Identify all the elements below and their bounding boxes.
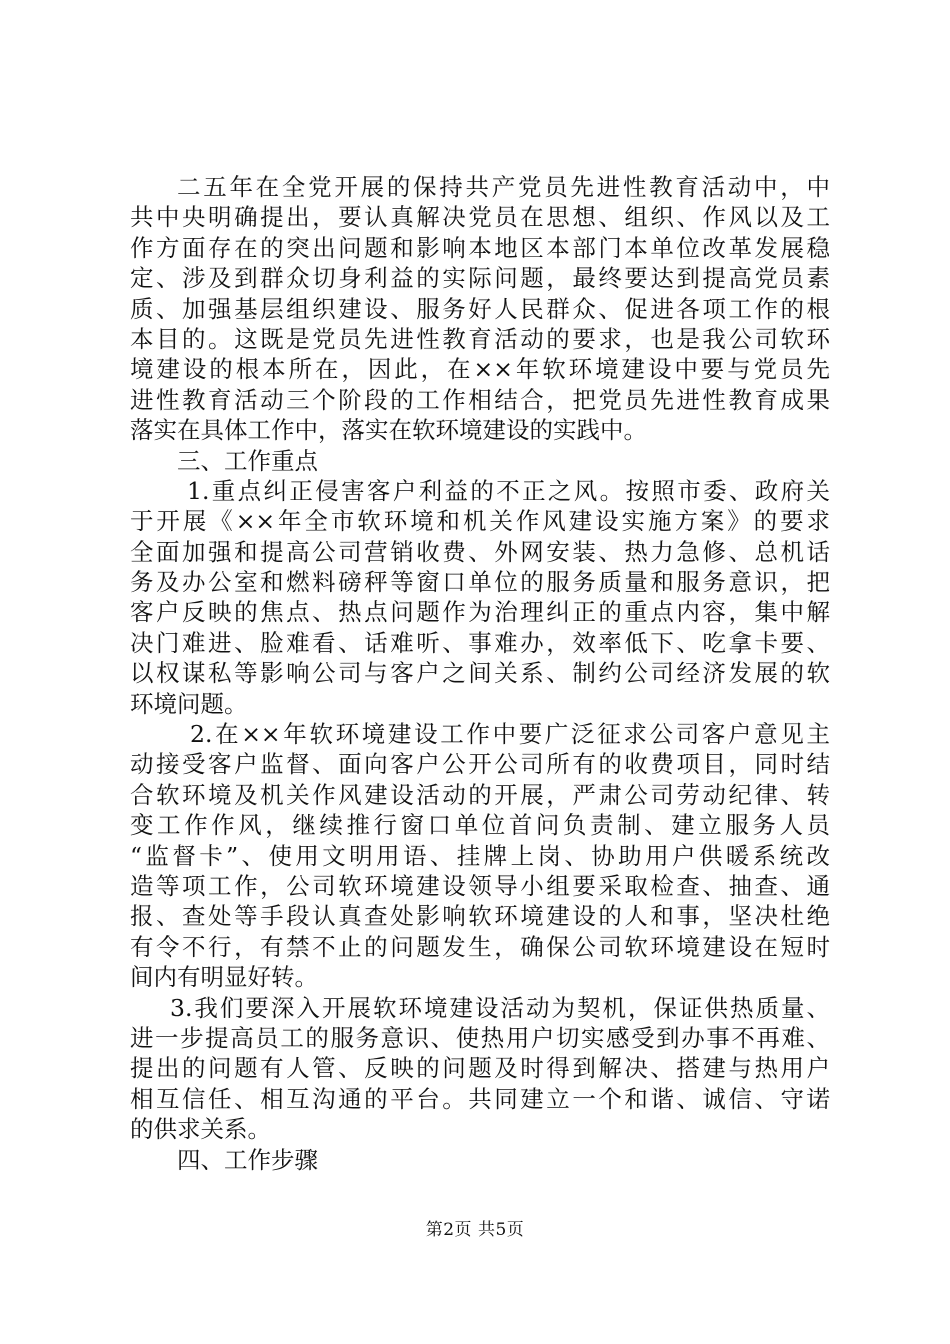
paragraph-line: 进一步提高员工的服务意识、使热用户切实感受到办事不再难、 xyxy=(130,1023,830,1052)
paragraph-line: 以权谋私等影响公司与客户之间关系、制约公司经济发展的软 xyxy=(130,659,830,688)
paragraph-line: 本目的。这既是党员先进性教育活动的要求，也是我公司软环 xyxy=(130,324,830,353)
section-heading: 四、工作步骤 xyxy=(177,1145,318,1174)
paragraph-line: 有令不行，有禁不止的问题发生，确保公司软环境建设在短时 xyxy=(130,932,830,961)
paragraph-line: 1.重点纠正侵害客户利益的不正之风。按照市委、政府关 xyxy=(187,476,830,505)
paragraph-line: 定、涉及到群众切身利益的实际问题，最终要达到提高党员素 xyxy=(130,264,830,293)
paragraph-line: 二五年在全党开展的保持共产党员先进性教育活动中，中 xyxy=(177,173,830,201)
paragraph-line: 全面加强和提高公司营销收费、外网安装、热力急修、总机话 xyxy=(130,537,830,566)
document-body xyxy=(130,172,830,1175)
paragraph-line: 动接受客户监督、面向客户公开公司所有的收费项目，同时结 xyxy=(130,750,830,779)
paragraph-line: “监督卡”、使用文明用语、挂牌上岗、协助用户供暖系统改 xyxy=(130,841,830,870)
paragraph-line: 变工作作风，继续推行窗口单位首问负责制、建立服务人员 xyxy=(130,811,830,840)
paragraph-line: 决门难进、脸难看、话难听、事难办，效率低下、吃拿卡要、 xyxy=(130,628,830,657)
paragraph-line: 相互信任、相互沟通的平台。共同建立一个和谐、诚信、守诺 xyxy=(130,1084,830,1113)
paragraph-line: 合软环境及机关作风建设活动的开展，严肃公司劳动纪律、转 xyxy=(130,780,830,809)
paragraph-line: 境建设的根本所在，因此，在××年软环境建设中要与党员先 xyxy=(130,355,830,384)
paragraph-line: 共中央明确提出，要认真解决党员在思想、组织、作风以及工 xyxy=(130,203,830,232)
paragraph-line: 提出的问题有人管、反映的问题及时得到解决、搭建与热用户 xyxy=(130,1054,830,1083)
page-number-footer: 第2页 共5页 xyxy=(425,1220,525,1240)
paragraph-line: 造等项工作，公司软环境建设领导小组要采取检查、抽查、通 xyxy=(130,871,830,900)
paragraph-line: 务及办公室和燃料磅秤等窗口单位的服务质量和服务意识，把 xyxy=(130,568,830,597)
paragraph-line: 报、查处等手段认真查处影响软环境建设的人和事，坚决杜绝 xyxy=(130,902,830,931)
paragraph-line: 于开展《××年全市软环境和机关作风建设实施方案》的要求 xyxy=(130,507,830,536)
paragraph-line: 质、加强基层组织建设、服务好人民群众、促进各项工作的根 xyxy=(130,294,830,323)
paragraph-line: 的供求关系。 xyxy=(130,1115,271,1144)
paragraph-line: 进性教育活动三个阶段的工作相结合，把党员先进性教育成果 xyxy=(130,385,830,414)
paragraph-line: 3.我们要深入开展软环境建设活动为契机，保证供热质量、 xyxy=(170,993,830,1022)
paragraph-line: 落实在具体工作中，落实在软环境建设的实践中。 xyxy=(130,416,647,445)
paragraph-line: 客户反映的焦点、热点问题作为治理纠正的重点内容，集中解 xyxy=(130,598,830,627)
paragraph-line: 作方面存在的突出问题和影响本地区本部门本单位改革发展稳 xyxy=(130,233,830,262)
section-heading: 三、工作重点 xyxy=(177,446,318,475)
paragraph-line: 间内有明显好转。 xyxy=(130,963,318,992)
paragraph-line: 环境问题。 xyxy=(130,689,248,718)
paragraph-line: 2.在××年软环境建设工作中要广泛征求公司客户意见主 xyxy=(190,720,830,749)
